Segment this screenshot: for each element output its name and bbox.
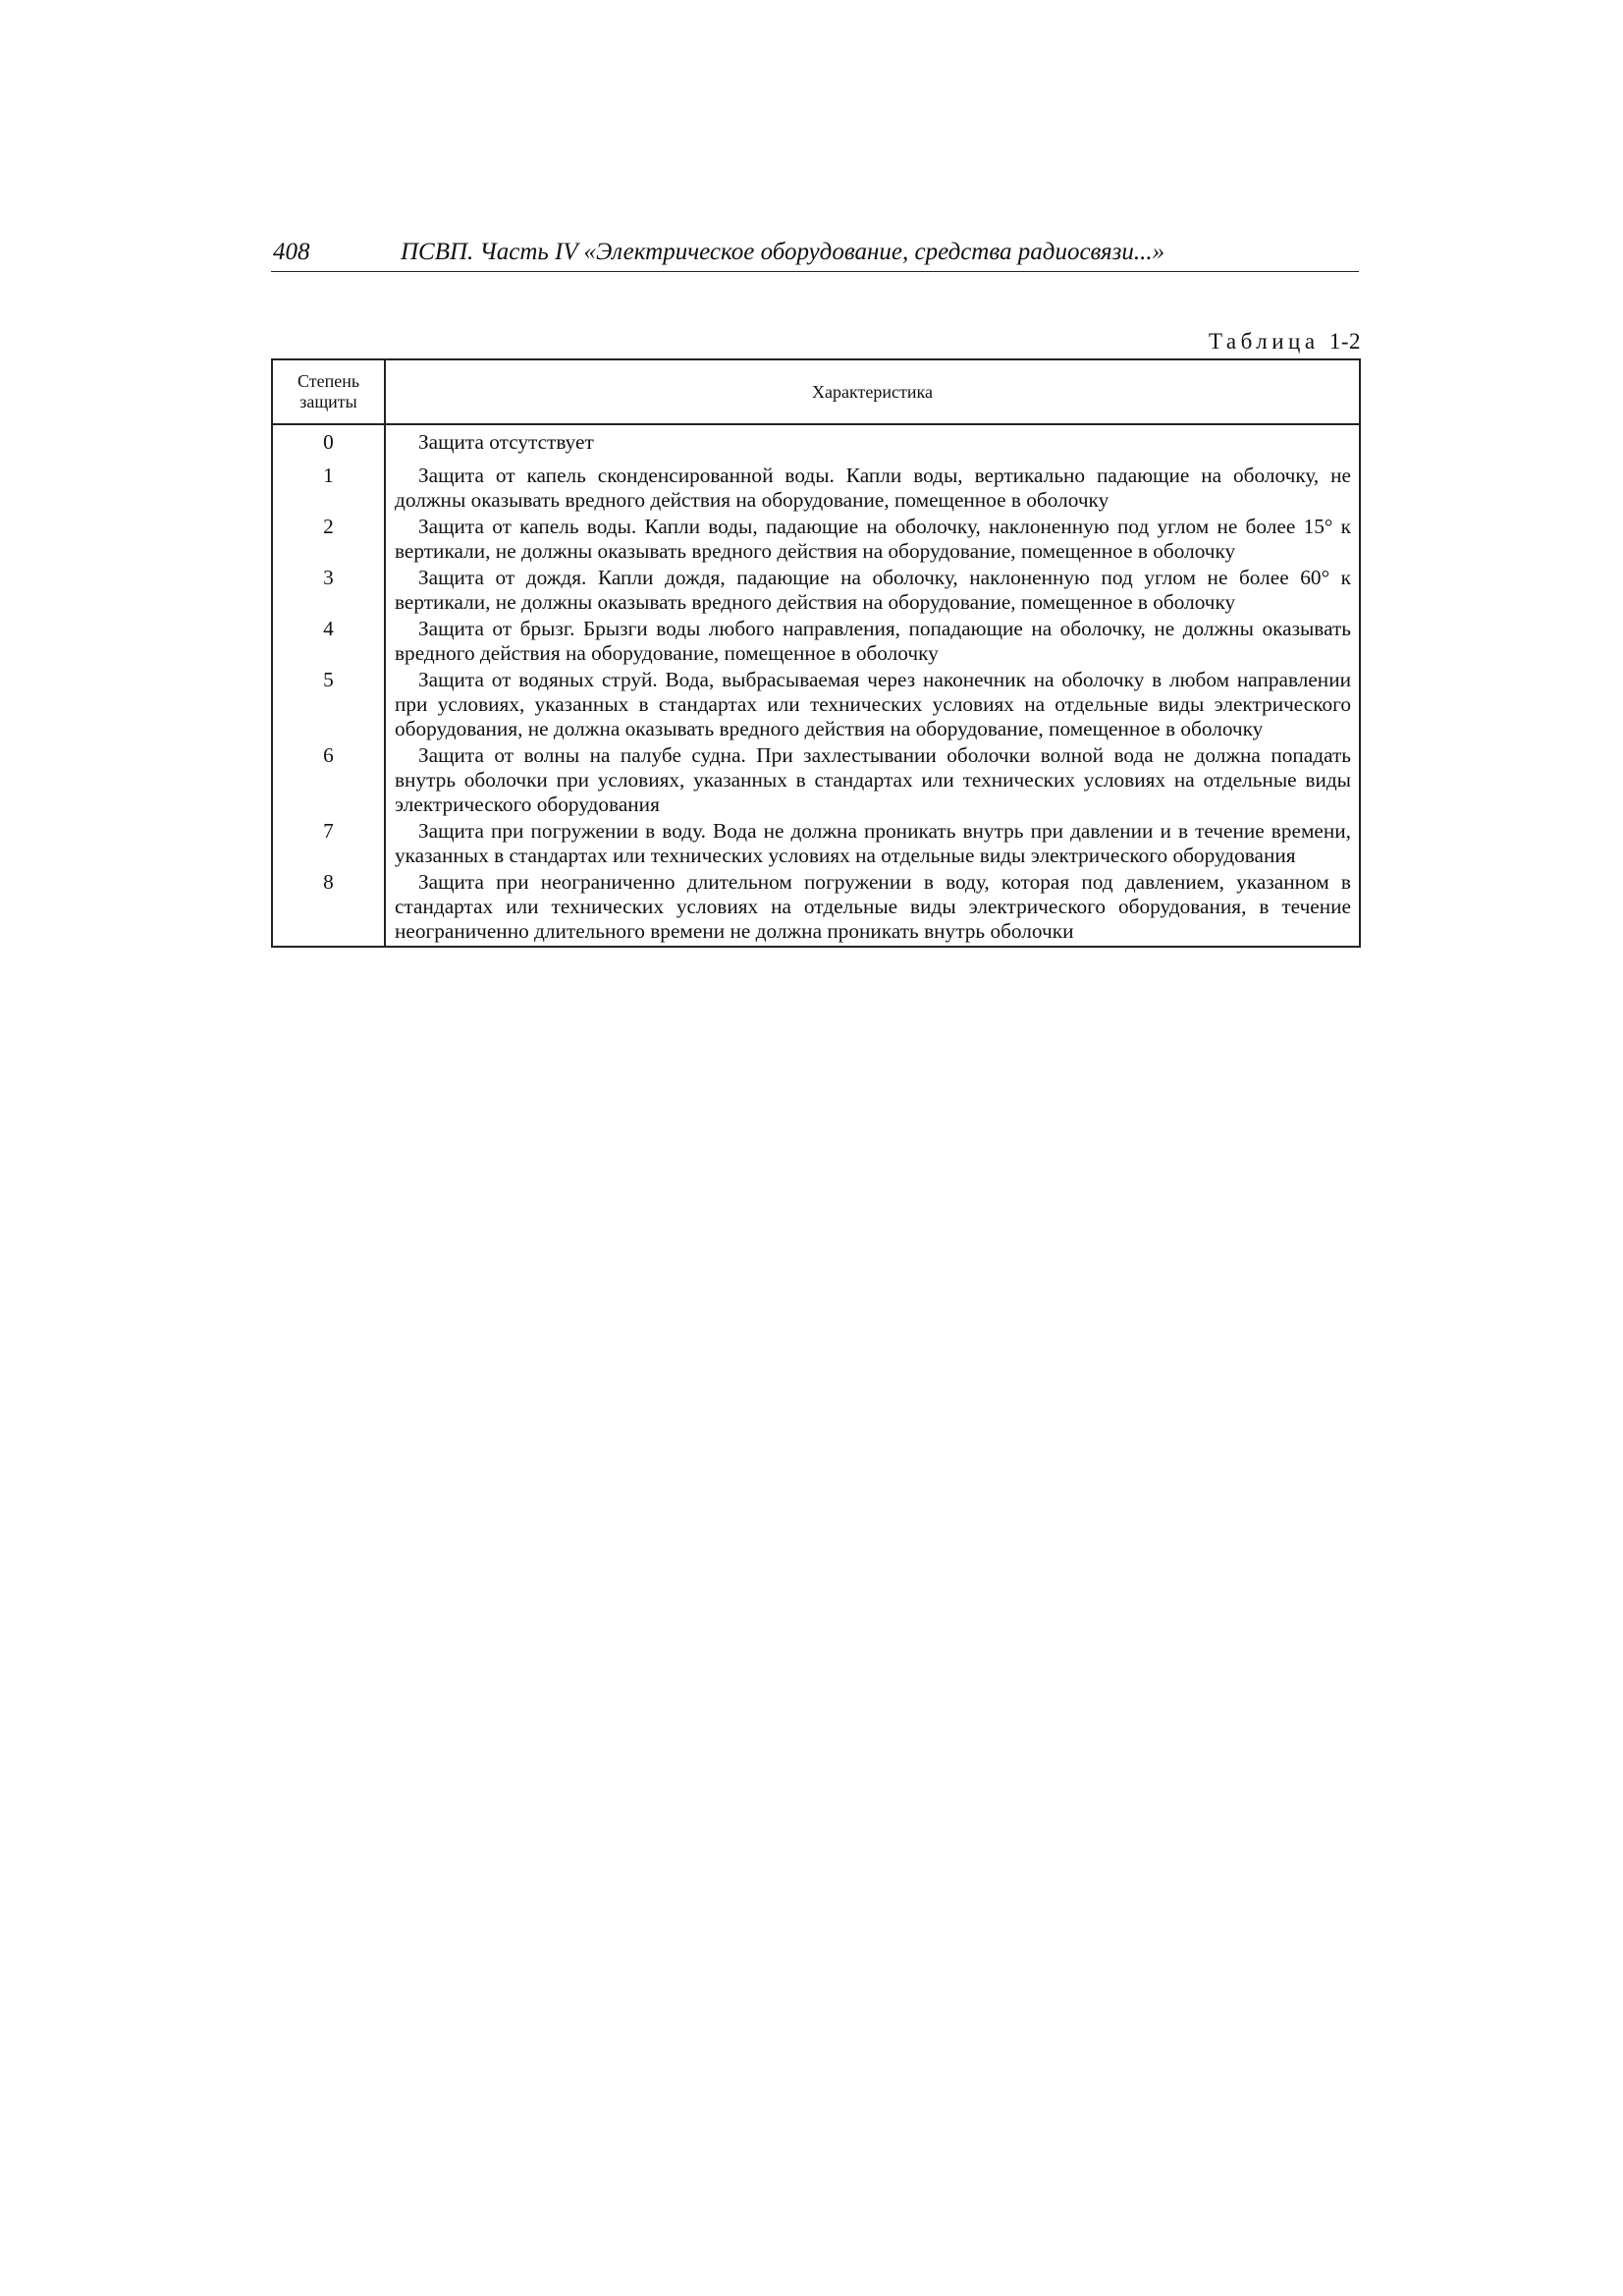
header-characteristic: Характеристика [385, 359, 1360, 424]
description-cell: Защита от волны на палубе судна. При захлестывании оболочки волной вода не должна попадать внутрь оболочки при условиях, указанных в стандартах или технических условиях на отдельные виды электрического оборудования [385, 742, 1360, 818]
table-row [272, 514, 1360, 565]
grade-cell: 8 [272, 869, 385, 947]
description-cell: Защита от брызг. Брызги воды любого направления, попадающие на оболочку, не должны оказывать вредного действия на оборудование, помещенное в оболочку [385, 616, 1360, 667]
description-cell: Защита при неограниченно длительном погружении в воду, которая под давлением, указанном в стандартах или технических условиях на отдельные виды электрического оборудования, в течение неограниченно длительного времени не должна проникать внутрь оболочки [385, 869, 1360, 947]
table-row [272, 463, 1360, 514]
table-caption-label: Таблица [1208, 329, 1320, 354]
table-row [272, 742, 1360, 818]
table-caption [1041, 328, 1361, 355]
description-cell: Защита от капель сконденсированной воды. Капли воды, вертикально падающие на оболочку, не должны оказывать вредного действия на оборудование, помещенное в оболочку [385, 463, 1360, 514]
table-row [272, 565, 1360, 616]
table-row [272, 667, 1360, 742]
grade-cell: 6 [272, 742, 385, 818]
table-caption-number: 1-2 [1328, 329, 1361, 354]
header-grade: Степень защиты [272, 359, 385, 424]
grade-cell: 3 [272, 565, 385, 616]
grade-cell: 1 [272, 463, 385, 514]
grade-cell: 4 [272, 616, 385, 667]
protection-grade-table [271, 358, 1361, 948]
grade-cell: 7 [272, 818, 385, 869]
grade-cell: 5 [272, 667, 385, 742]
description-cell: Защита от водяных струй. Вода, выбрасываемая через наконечник на оболочку в любом направлении при условиях, указанных в стандартах или технических условиях на отдельные виды электрического оборудования, не должна оказывать вредного действия на оборудование, помещенное в оболочку [385, 667, 1360, 742]
table-row [272, 616, 1360, 667]
running-title: ПСВП. Часть IV «Электрическое оборудование, средства радиосвязи...» [401, 239, 1165, 265]
description-cell: Защита отсутствует [385, 424, 1360, 463]
table-row [272, 424, 1360, 463]
description-cell: Защита от капель воды. Капли воды, падающие на оболочку, наклоненную под углом не более 15° к вертикали, не должны оказывать вредного действия на оборудование, помещенное в оболочку [385, 514, 1360, 565]
page-number: 408 [273, 239, 310, 265]
grade-cell: 2 [272, 514, 385, 565]
running-header [271, 238, 1359, 272]
description-cell: Защита от дождя. Капли дождя, падающие на оболочку, наклоненную под углом не более 60° к вертикали, не должны оказывать вредного действия на оборудование, помещенное в оболочку [385, 565, 1360, 616]
table-row [272, 869, 1360, 947]
grade-cell: 0 [272, 424, 385, 463]
table-header-row [272, 359, 1360, 424]
table-row [272, 818, 1360, 869]
description-cell: Защита при погружении в воду. Вода не должна проникать внутрь при давлении и в течение времени, указанных в стандартах или технических условиях на отдельные виды электрического оборудования [385, 818, 1360, 869]
